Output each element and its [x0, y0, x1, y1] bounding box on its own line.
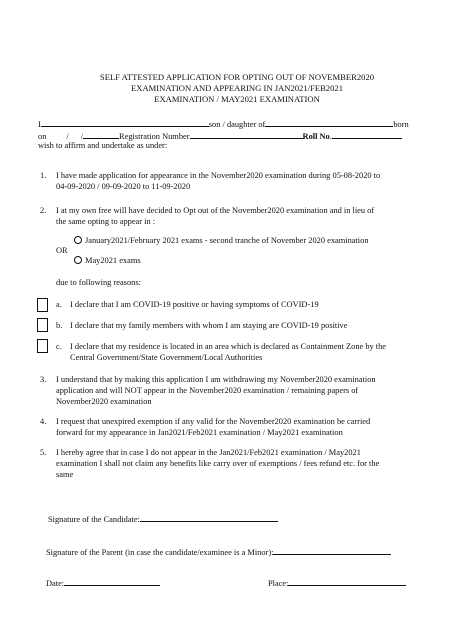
roll-label: Roll No [302, 132, 330, 141]
point-5-line: same [56, 469, 74, 479]
candidate-signature-label: Signature of the Candidate: [48, 515, 140, 524]
reason-c-line: Central Government/State Government/Local Authorities [70, 352, 263, 362]
point-3-text [56, 375, 432, 407]
candidate-signature-blank[interactable] [140, 513, 278, 522]
roll-dot: . [329, 132, 332, 141]
reason-c-text [70, 342, 432, 364]
reason-a-checkbox[interactable] [37, 298, 48, 312]
registration-label: Registration Number [119, 132, 190, 141]
point-2-number: 2. [40, 206, 47, 215]
point-3-line: I understand that by making this application I am withdrawing my November2020 examination [56, 375, 376, 384]
birth-year-blank[interactable] [80, 130, 119, 141]
reason-a-letter: a. [56, 300, 62, 309]
reason-b-letter: b. [56, 321, 63, 330]
reasons-intro: due to following reasons: [56, 278, 141, 287]
radio-circle-icon[interactable] [74, 236, 82, 244]
on-label: on [38, 132, 47, 141]
option-january-february[interactable] [74, 236, 369, 247]
point-4-text [56, 417, 432, 439]
point-2-text [56, 206, 432, 228]
intro-line-1 [38, 118, 409, 131]
point-2-line: the same opting to appear in : [56, 216, 156, 226]
place-label: Place: [268, 579, 289, 588]
point-5-text [56, 448, 432, 480]
registration-number-blank[interactable] [190, 130, 303, 139]
point-1-number: 1. [40, 171, 47, 180]
title-line-1: SELF ATTESTED APPLICATION FOR OPTING OUT OF NOVEMBER2020 [99, 72, 375, 82]
candidate-signature-row [48, 513, 278, 526]
place-row [268, 577, 406, 590]
parent-name-blank[interactable] [265, 118, 393, 127]
title-line-3: EXAMINATION / MAY2021 EXAMINATION [154, 94, 320, 105]
date-row [46, 577, 160, 590]
intro-i-label: I [38, 120, 41, 129]
date-label: Date: [46, 579, 65, 588]
point-3-line: November2020 examination [56, 396, 152, 406]
point-4-line: I request that unexpired exemption if any valid for the November2020 examination be carried [56, 417, 371, 426]
point-1-text [56, 171, 432, 193]
date-slash-2: / [80, 132, 84, 141]
option-may[interactable] [74, 256, 141, 267]
reason-b-text [70, 321, 432, 332]
point-3-line: application and will NOT appear in the November2020 examination / remaining papers of [56, 385, 359, 395]
date-slash-1: / [66, 132, 69, 141]
parent-signature-label: Signature of the Parent (in case the candidate/examinee is a Minor): [46, 548, 274, 557]
document-title [40, 72, 434, 106]
reason-a-text [70, 300, 432, 311]
roll-number-blank[interactable] [329, 130, 402, 141]
point-2-line: I at my own free will have decided to Opt out of the November2020 examination and in lieu of [56, 206, 375, 215]
reason-b-line: I declare that my family members with whom I am staying are COVID-19 positive [70, 321, 348, 330]
parent-signature-row [46, 546, 391, 559]
point-1-line: I have made application for appearance in the November2020 examination during 05-08-2020 to [56, 171, 381, 180]
point-5-line: I hereby agree that in case I do not appear in the Jan2021/Feb2021 examination / May2021 [56, 448, 361, 457]
point-5-line: examination I shall not claim any benefits like carry over of exemptions / fees refund etc. for the [56, 458, 380, 468]
point-5-number: 5. [40, 448, 47, 457]
option-1-label: January2021/February 2021 exams - second tranche of November 2020 examination [85, 236, 369, 245]
reason-a-line: I declare that I am COVID-19 positive or having symptoms of COVID-19 [70, 300, 319, 309]
intro-line-3: wish to affirm and undertake as under: [38, 141, 168, 150]
point-4-line: forward for my appearance in Jan2021/Feb2021 examination / May2021 examination [56, 427, 343, 437]
title-line-2: EXAMINATION AND APPEARING IN JAN2021/FEB2021 [131, 83, 343, 94]
place-blank[interactable] [288, 577, 406, 586]
born-label: born [393, 120, 409, 129]
son-daughter-label: son / daughter of [208, 120, 266, 129]
reason-c-line: I declare that my residence is located in an area which is declared as Containment Zone by the [70, 342, 387, 351]
parent-signature-blank[interactable] [273, 546, 391, 555]
point-3-number: 3. [40, 375, 47, 384]
radio-circle-icon[interactable] [74, 256, 82, 264]
or-label: OR [56, 246, 68, 255]
point-4-number: 4. [40, 417, 47, 426]
date-blank[interactable] [64, 577, 160, 586]
reason-c-letter: c. [56, 342, 62, 351]
name-blank[interactable] [41, 118, 209, 127]
option-2-label: May2021 exams [85, 256, 141, 265]
reason-b-checkbox[interactable] [37, 318, 48, 332]
reason-c-checkbox[interactable] [37, 339, 48, 353]
point-1-line: 04-09-2020 / 09-09-2020 to 11-09-2020 [56, 181, 191, 191]
